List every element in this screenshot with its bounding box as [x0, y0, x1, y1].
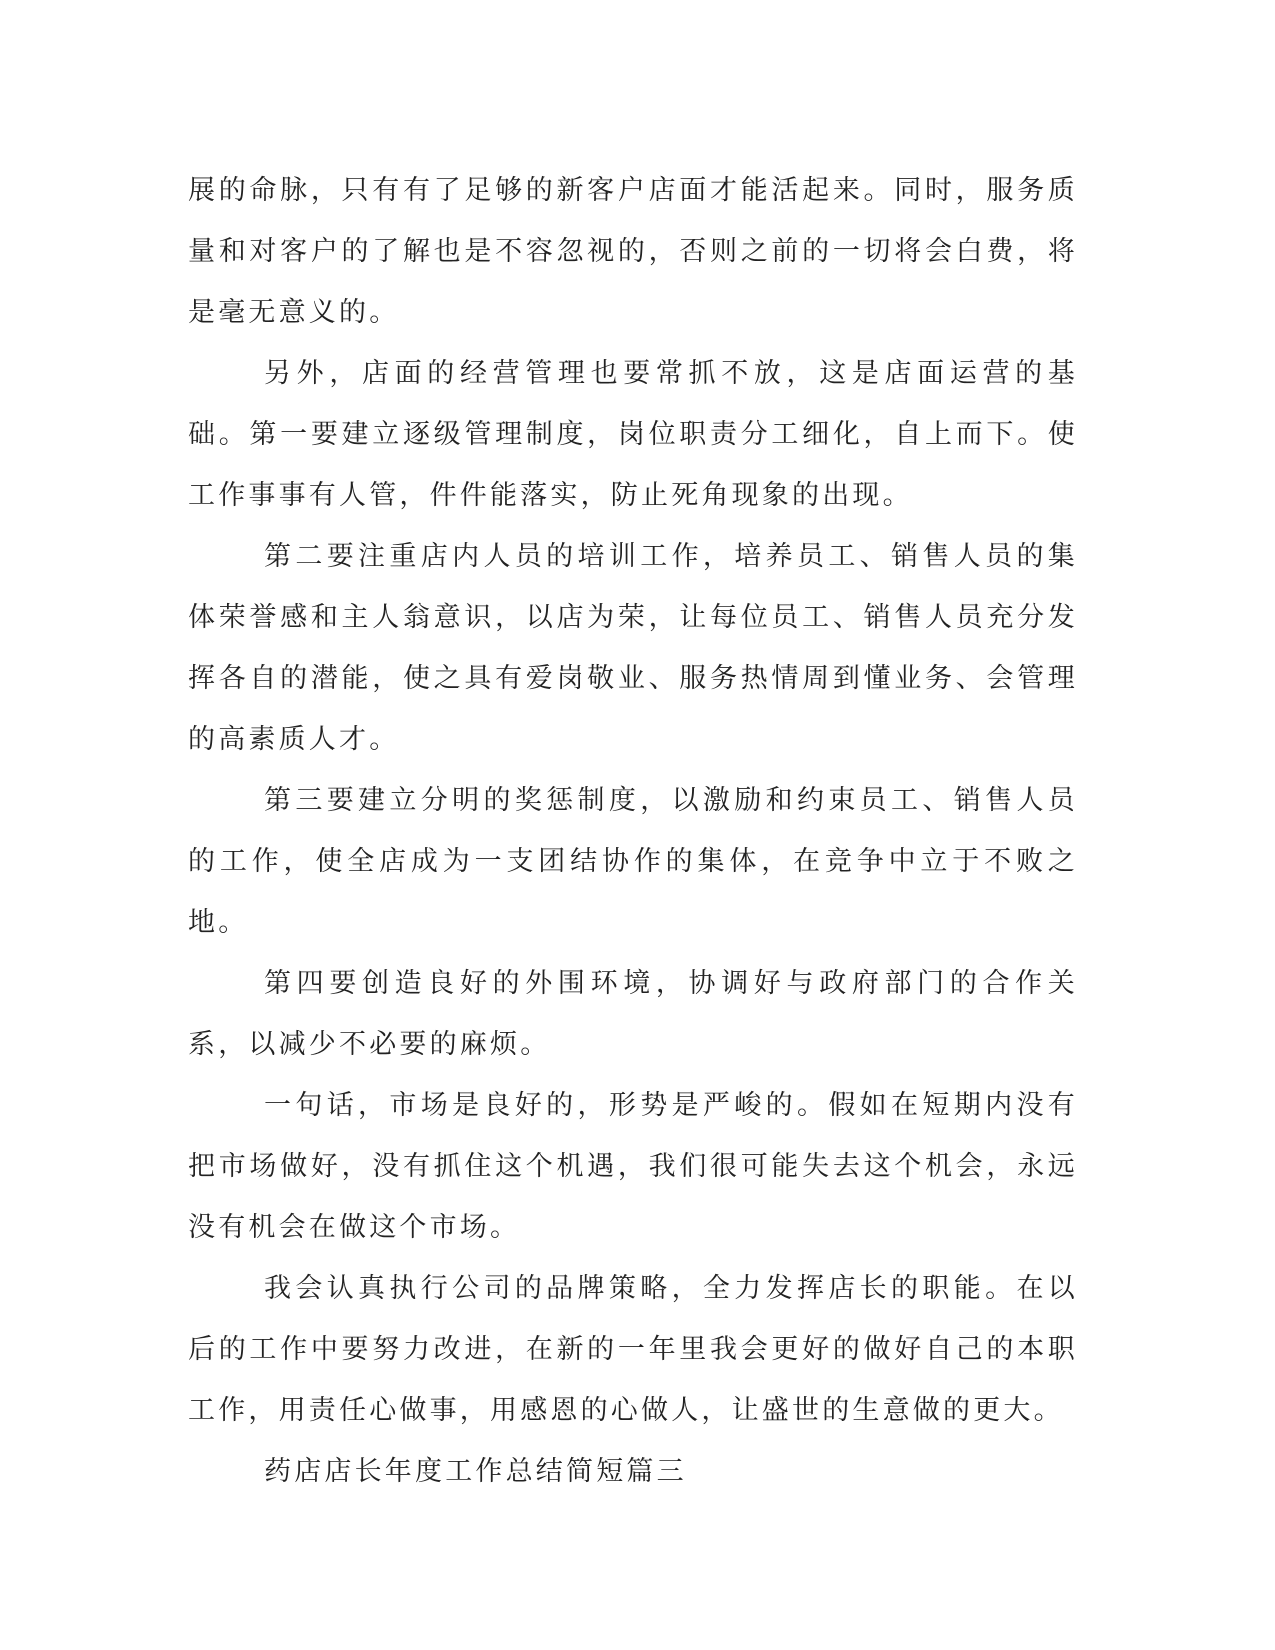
paragraph-6: 一句话，市场是良好的，形势是严峻的。假如在短期内没有把市场做好，没有抓住这个机遇，我们很可能失去这个机会，永远没有机会在做这个市场。 — [188, 1090, 1078, 1243]
paragraph-2: 另外，店面的经营管理也要常抓不放，这是店面运营的基础。第一要建立逐级管理制度，岗位职责分工细化，自上而下。使工作事事有人管，件件能落实，防止死角现象的出现。 — [188, 358, 1078, 511]
paragraph-4: 第三要建立分明的奖惩制度，以激励和约束员工、销售人员的工作，使全店成为一支团结协作的集体，在竞争中立于不败之地。 — [188, 785, 1078, 938]
document-body — [188, 160, 1078, 1502]
section-heading: 药店店长年度工作总结简短篇三 — [264, 1456, 687, 1487]
paragraph-3: 第二要注重店内人员的培训工作，培养员工、销售人员的集体荣誉感和主人翁意识，以店为荣，让每位员工、销售人员充分发挥各自的潜能，使之具有爱岗敬业、服务热情周到懂业务、会管理的高素质人才。 — [188, 541, 1078, 755]
paragraph-5: 第四要创造良好的外围环境，协调好与政府部门的合作关系，以减少不必要的麻烦。 — [188, 968, 1078, 1060]
paragraph-7: 我会认真执行公司的品牌策略，全力发挥店长的职能。在以后的工作中要努力改进，在新的一年里我会更好的做好自己的本职工作，用责任心做事，用感恩的心做人，让盛世的生意做的更大。 — [188, 1273, 1078, 1426]
paragraph-1: 展的命脉，只有有了足够的新客户店面才能活起来。同时，服务质量和对客户的了解也是不容忽视的，否则之前的一切将会白费，将是毫无意义的。 — [188, 175, 1078, 328]
